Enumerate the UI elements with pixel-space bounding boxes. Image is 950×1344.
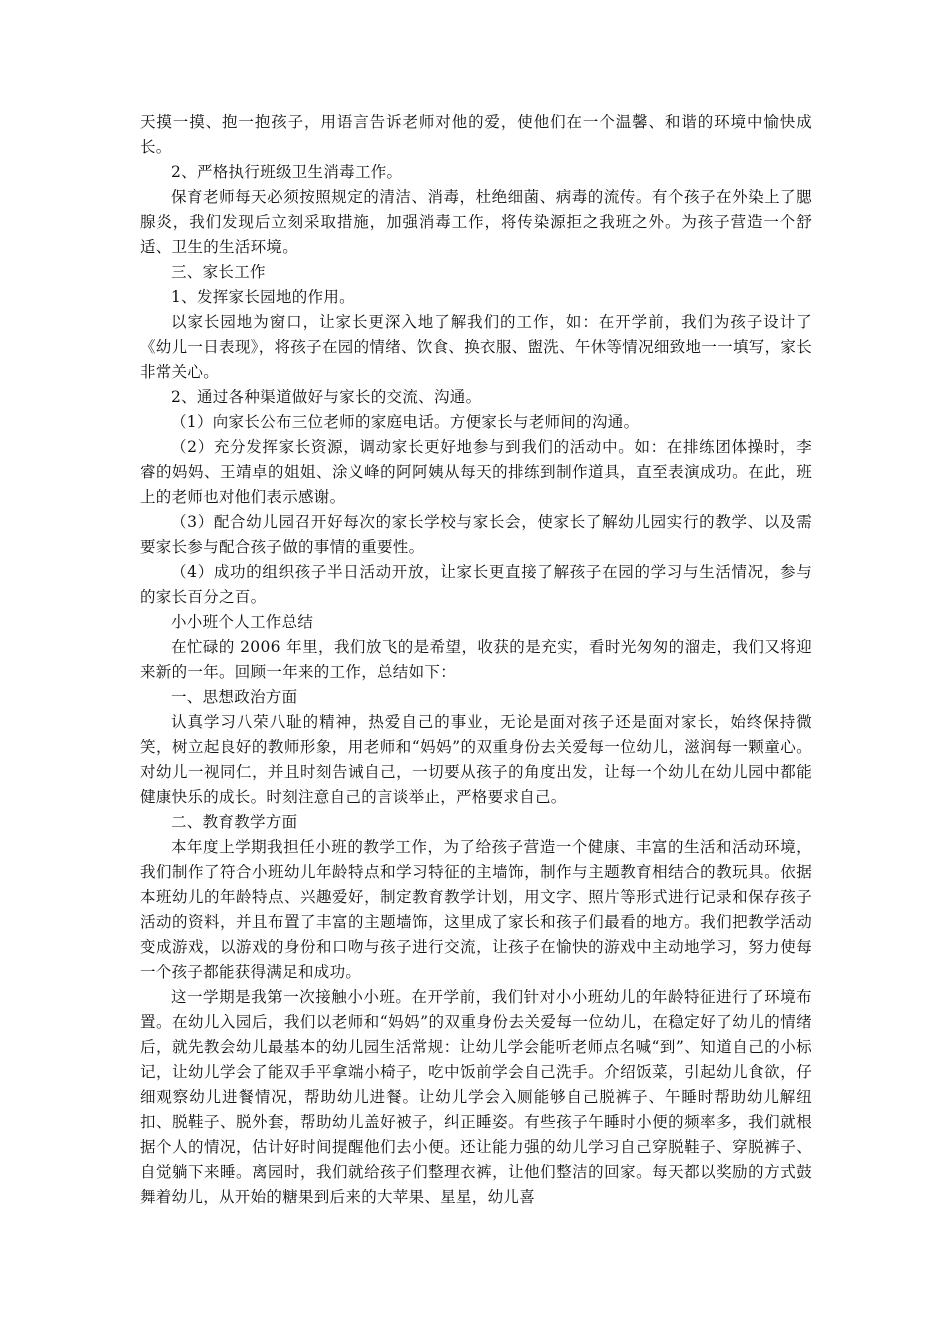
paragraph-first-semester: 这一学期是我第一次接触小小班。在开学前，我们针对小小班幼儿的年龄特征进行了环境布置。在幼儿入园后，我们以老师和“妈妈”的双重身份去关爱每一位幼儿，在稳定好了幼儿的情绪后，就先教会幼儿最基本的幼儿园生活常规：让幼儿学会能听老师点名喊“到”、知道自己的小标记，让幼儿学会了能双手平拿端小椅子，吃中饭前学会自己洗手。介绍饭菜，引起幼儿食欲，仔细观察幼儿进餐情况，帮助幼儿进餐。让幼儿学会入厕能够自己脱裤子、午睡时帮助幼儿解纽扣、脱鞋子、脱外套，帮助幼儿盖好被子，纠正睡姿。有些孩子午睡时小便的频率多，我们就根据个人的情况，估计好时间提醒他们去小便。还让能力强的幼儿学习自己穿脱鞋子、穿脱裤子、自觉躺下来睡。离园时，我们就给孩子们整理衣裤，让他们整洁的回家。每天都以奖励的方式鼓舞着幼儿，从开始的糖果到后来的大苹果、星星，幼儿喜 bbox=[140, 988, 812, 1206]
list-item-open-day: （4）成功的组织孩子半日活动开放，让家长更直接了解孩子在园的学习与生活情况，参与的家长百分之百。 bbox=[140, 563, 812, 606]
list-item-phone: （1）向家长公布三位老师的家庭电话。方便家长与老师间的沟通。 bbox=[171, 413, 640, 431]
document-title: 小小班个人工作总结 bbox=[171, 613, 314, 631]
paragraph-continuation: 天摸一摸、抱一抱孩子，用语言告诉老师对他的爱，使他们在一个温馨、和谐的环境中愉快成长。 bbox=[140, 113, 812, 156]
list-item-resources: （2）充分发挥家长资源，调动家长更好地参与到我们的活动中。如：在排练团体操时，李睿的妈妈、王靖卓的姐姐、涂义峰的阿阿姨从每天的排练到制作道具，直至表演成功。在此，班上的老师也对他们表示感谢。 bbox=[140, 438, 812, 506]
subheading-hygiene: 2、严格执行班级卫生消毒工作。 bbox=[171, 163, 403, 181]
paragraph-ideology: 认真学习八荣八耻的精神，热爱自己的事业，无论是面对孩子还是面对家长，始终保持微笑，树立起良好的教师形象，用老师和“妈妈”的双重身份去关爱每一位幼儿，滋润每一颗童心。对幼儿一视同仁，并且时刻告诫自己，一切要从孩子的角度出发，让每一个幼儿在幼儿园中都能健康快乐的成长。时刻注意自己的言谈举止，严格要求自己。 bbox=[140, 713, 812, 806]
document-body bbox=[140, 110, 812, 1210]
section-heading-teaching: 二、教育教学方面 bbox=[171, 813, 298, 831]
list-item-parent-school: （3）配合幼儿园召开好每次的家长学校与家长会，使家长了解幼儿园实行的教学、以及需要家长参与配合孩子做的事情的重要性。 bbox=[140, 513, 812, 556]
paragraph-teaching: 本年度上学期我担任小班的教学工作，为了给孩子营造一个健康、丰富的生活和活动环境，我们制作了符合小班幼儿年龄特点和学习特征的主墙饰，制作与主题教育相结合的教玩具。依据本班幼儿的年龄特点、兴趣爱好，制定教育教学计划，用文字、照片等形式进行记录和保存孩子活动的资料，并且布置了丰富的主题墙饰，这里成了家长和孩子们最看的地方。我们把教学活动变成游戏，以游戏的身份和口吻与孩子进行交流，让孩子在愉快的游戏中主动地学习，努力使每一个孩子都能获得满足和成功。 bbox=[140, 838, 812, 981]
section-heading-ideology: 一、思想政治方面 bbox=[171, 688, 298, 706]
paragraph-intro: 在忙碌的 2006 年里，我们放飞的是希望，收获的是充实，看时光匆匆的溜走，我们又将迎来新的一年。回顾一年来的工作，总结如下： bbox=[140, 638, 812, 681]
paragraph-parent-garden: 以家长园地为窗口，让家长更深入地了解我们的工作，如：在开学前，我们为孩子设计了《幼儿一日表现》，将孩子在园的情绪、饮食、换衣服、盥洗、午休等情况细致地一一填写，家长非常关心。 bbox=[140, 313, 812, 381]
section-heading-parents: 三、家长工作 bbox=[171, 263, 266, 281]
subheading-parent-garden: 1、发挥家长园地的作用。 bbox=[171, 288, 355, 306]
paragraph-hygiene: 保育老师每天必须按照规定的清洁、消毒，杜绝细菌、病毒的流传。有个孩子在外染上了腮腺炎，我们发现后立刻采取措施，加强消毒工作，将传染源拒之我班之外。为孩子营造一个舒适、卫生的生活环境。 bbox=[140, 188, 812, 256]
subheading-communication: 2、通过各种渠道做好与家长的交流、沟通。 bbox=[171, 388, 482, 406]
